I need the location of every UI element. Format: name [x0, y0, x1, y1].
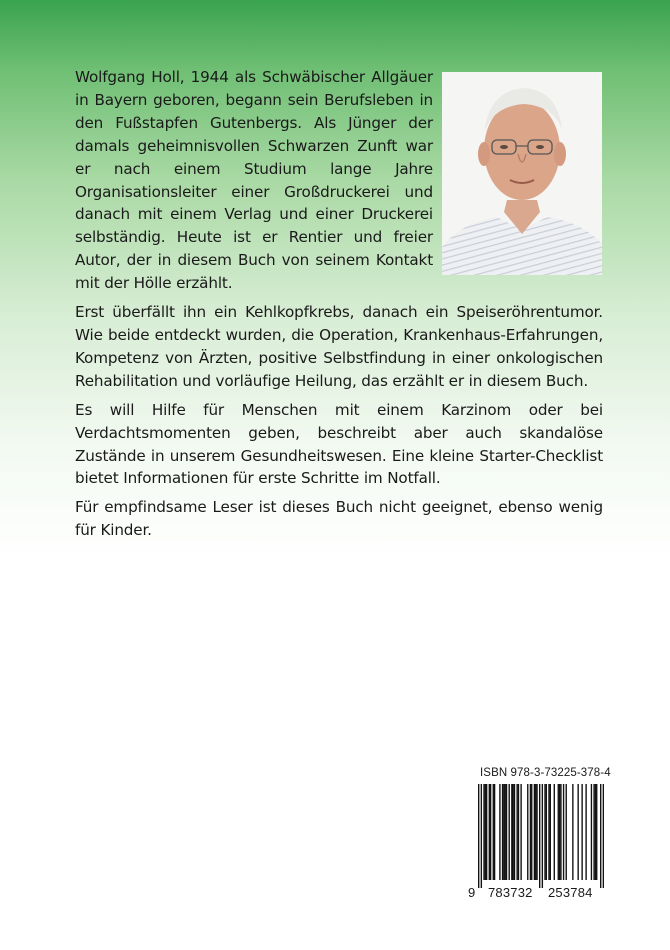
- barcode-bar: [560, 784, 561, 880]
- barcode-bar: [539, 784, 540, 888]
- barcode-bar: [494, 784, 495, 880]
- barcode-bar: [503, 784, 504, 880]
- barcode-bar: [531, 784, 532, 880]
- barcode-bar: [512, 784, 513, 880]
- barcode-bar: [544, 784, 545, 880]
- back-cover-blurb: [75, 66, 603, 548]
- barcode-bar: [542, 784, 543, 888]
- barcode-bar: [593, 784, 594, 880]
- barcode-bar: [481, 784, 482, 888]
- barcode-bar: [554, 784, 555, 880]
- barcode-bar: [566, 784, 567, 880]
- purpose-paragraph: Es will Hilfe für Menschen mit einem Karzinom oder bei Verdachtsmomenten geben, beschreibt aber auch skandalöse Zustände in unserem Gesundheitswesen. Eine kleine Starter-Checklist bietet Informationen für erste Schritte im Notfall.: [75, 400, 603, 488]
- barcode-bar: [509, 784, 510, 880]
- barcode-bar: [534, 784, 535, 880]
- barcode-bar: [558, 784, 559, 880]
- barcode-bar: [527, 784, 528, 880]
- barcode-bar: [514, 784, 515, 880]
- barcode-bar: [559, 784, 560, 880]
- barcode-bars: [478, 784, 604, 888]
- barcode-bar: [548, 784, 549, 880]
- isbn-label: ISBN 978-3-73225-378-4: [480, 767, 611, 779]
- barcode-bar: [572, 784, 573, 880]
- barcode-bar: [506, 784, 507, 880]
- barcode-left-digits: 783732: [488, 885, 533, 900]
- barcode-bar: [483, 784, 484, 880]
- barcode-bar: [493, 784, 494, 880]
- barcode-bar: [530, 784, 531, 880]
- barcode-bar: [600, 784, 601, 888]
- barcode-bar: [577, 784, 578, 880]
- barcode-bar: [486, 784, 487, 880]
- barcode-bar: [485, 784, 486, 880]
- barcode-bar: [511, 784, 512, 880]
- barcode-bar: [490, 784, 491, 880]
- author-bio-paragraph: Wolfgang Holl, 1944 als Schwäbischer Allgäuer in Bayern geboren, begann sein Berufsleben in den Fußstapfen Gutenbergs. Als Jünger der damals geheimnisvollen Schwarzen Zunft war er nach einem Studium lange Jahre Organisationsleiter einer Großdruckerei und danach mit einem Verlag und einer Druckerei selbständig. Heute ist er Rentier und freier Autor, der in diesem Buch von seinem Kontakt mit der Hölle erzählt.: [75, 68, 433, 293]
- barcode-bar: [536, 784, 537, 880]
- story-paragraph: Erst überfällt ihn ein Kehlkopfkrebs, danach ein Speiseröhrentumor. Wie beide entdeckt wurden, die Operation, Krankenhaus-Erfahrungen, Kompetenz von Ärzten, positive Selbstfindung in einer onkologischen Rehabilitation und vorläufige Heilung, das erzählt er in diesem Buch.: [75, 303, 603, 390]
- barcode-bar: [520, 784, 521, 880]
- barcode-bar: [489, 784, 490, 880]
- barcode-bar: [499, 784, 500, 880]
- barcode-bar: [581, 784, 582, 880]
- barcode-bar: [505, 784, 506, 880]
- barcode-bar: [595, 784, 596, 880]
- barcode-bar: [550, 784, 551, 880]
- barcode-bar: [603, 784, 604, 888]
- barcode-bar: [591, 784, 592, 880]
- barcode-bar: [535, 784, 536, 880]
- warning-paragraph: Für empfindsame Leser ist dieses Buch nicht geeignet, ebenso wenig für Kinder.: [75, 498, 603, 540]
- barcode-bar: [478, 784, 479, 888]
- barcode-bar: [563, 784, 564, 880]
- barcode-bar: [516, 784, 517, 880]
- barcode-right-digits: 253784: [548, 885, 593, 900]
- barcode-bar: [546, 784, 547, 880]
- isbn-barcode: [468, 767, 611, 904]
- barcode-bar: [502, 784, 503, 880]
- barcode-bar: [596, 784, 597, 880]
- barcode-bar: [585, 784, 586, 880]
- barcode-bar: [518, 784, 519, 880]
- barcode-first-digit: 9: [468, 885, 476, 900]
